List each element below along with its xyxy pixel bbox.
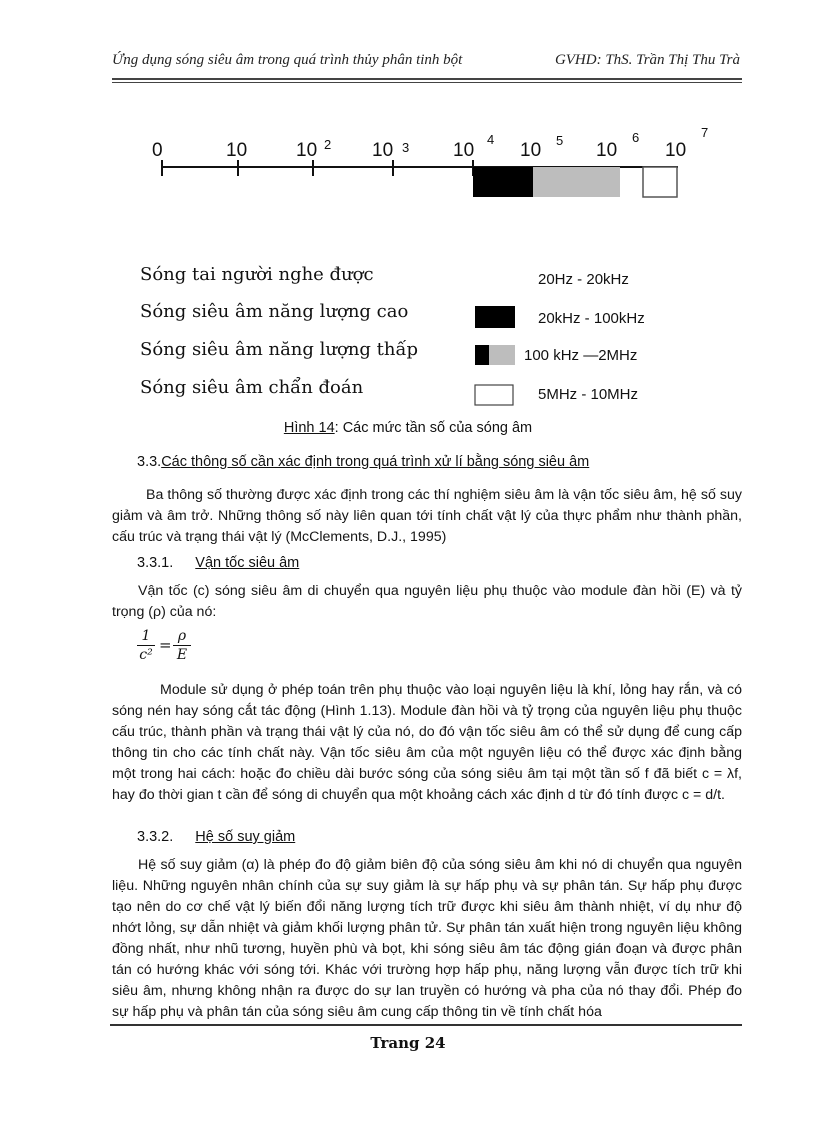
scale-band-diagnostic [643, 167, 677, 197]
paragraph-intro: Ba thông số thường được xác định trong các thí nghiệm siêu âm là vận tốc siêu âm, hệ số suy giảm và âm trở. Những thông số này liên quan tới tính chất vật lý của thực phẩm như thành phần, cấu trúc và trạng thái vật lý (McClements, D.J., 1995) [112, 487, 742, 545]
scale-tick-exponent: 6 [632, 130, 640, 145]
legend-range-low-energy: 100 kHz —2MHz [524, 347, 638, 364]
scale-tick-label: 10 [520, 140, 542, 161]
scale-tick-exponent: 4 [487, 132, 495, 147]
scale-tick-exponent: 3 [402, 140, 410, 155]
scale-tick-label: 10 [226, 140, 248, 161]
legend-range-audible: 20Hz - 20kHz [538, 271, 629, 288]
scale-tick-label: 0 [152, 140, 163, 161]
formula-lhs-denominator: c² [139, 647, 153, 663]
formula-rhs-numerator: ρ [177, 628, 187, 644]
subsection-velocity-title: Vận tốc siêu âm [195, 555, 300, 571]
legend-swatch-low-energy-dark [475, 345, 489, 365]
subsection-attenuation-number: 3.3.2. [137, 829, 174, 845]
formula-equals: = [159, 636, 172, 654]
formula-rhs-fraction [173, 628, 191, 663]
scale-tick-label: 10 [596, 140, 618, 161]
page-header [112, 52, 740, 76]
legend-label-audible: Sóng tai người nghe được [140, 264, 374, 285]
subsection-attenuation-title: Hệ số suy giảm [195, 829, 296, 845]
header-advisor: GVHD: ThS. Trần Thị Thu Trà [554, 52, 740, 68]
scale-tick-label: 10 [665, 140, 687, 161]
paragraph-velocity-intro: Vận tốc (c) sóng siêu âm di chuyển qua nguyên liệu phụ thuộc vào module đàn hồi (E) và tỷ trọng (ρ) của nó: [112, 583, 742, 620]
section-heading [137, 454, 589, 470]
footer-rule [110, 1024, 742, 1026]
formula-lhs-fraction [137, 628, 155, 663]
legend-label-low-energy: Sóng siêu âm năng lượng thấp [140, 339, 419, 360]
section-number: 3.3. [137, 454, 162, 470]
header-rule [112, 78, 742, 83]
subsection-attenuation-heading [137, 829, 295, 845]
legend-swatch-low-energy-light [489, 345, 515, 365]
legend-swatch-diagnostic [475, 385, 513, 405]
scale-band-high-energy [473, 167, 533, 197]
scale-tick-label: 10 [453, 140, 475, 161]
paragraph-attenuation-body: Hệ số suy giảm (α) là phép đo độ giảm biên độ của sóng siêu âm khi nó di chuyển qua nguyên liệu. Những nguyên nhân chính của sự suy giảm là sự hấp phụ và sự phân tán. Sự hấp phụ được tạo nên do cơ chế vật lý biến đổi năng lượng tích trữ được khi siêu âm thành nhiệt, ví dụ như độ nhớt lỏng, sự dẫn nhiệt và giảm khối lượng phân tử. Sự phân tán xuất hiện trong nguyên liệu không đồng nhất, như nhũ tương, huyền phù và bọt, khi sóng siêu âm tác động gián đoạn và được phân tán có hướng khác với sóng tới. Khác với trường hợp hấp phụ, năng lượng vẫn được tích trữ khi siêu âm, nhưng không nhận ra được do sự lan truyền có hướng và pha của nó thay đổi. Phép đo sự hấp phụ và phân tán của sóng siêu âm cung cấp thông tin về tính chất hóa [112, 857, 742, 1020]
legend-range-high-energy: 20kHz - 100kHz [538, 310, 645, 327]
legend-label-high-energy: Sóng siêu âm năng lượng cao [140, 301, 409, 322]
legend-label-diagnostic: Sóng siêu âm chẩn đoán [140, 377, 364, 398]
paragraph-velocity-body: Module sử dụng ở phép toán trên phụ thuộc vào loại nguyên liệu là khí, lỏng hay rắn, và có sóng nén hay sóng cắt tác động (Hình 1.13). Module đàn hồi và tỷ trọng của nguyên liệu phụ thuộc cấu trúc, thành phần và trạng thái vật lý của nó, do đó vận tốc siêu âm có thể sử dụng để cung cấp thông tin cho các tính chất này. Vận tốc siêu âm của một nguyên liệu có thể được xác định bằng một trong hai cách: hoặc đo chiều dài bước sóng của sóng siêu âm tại một tần số f đã biết c = λf, hay đo thời gian t cần để sóng di chuyển qua một khoảng cách xác định d từ đó tính được c = d/t. [112, 682, 742, 803]
header-title: Ứng dụng sóng siêu âm trong quá trình thủy phân tinh bột [112, 52, 463, 68]
scale-tick-exponent: 7 [701, 125, 709, 140]
figure-caption [0, 420, 816, 436]
formula-lhs-numerator: 1 [141, 628, 151, 644]
formula-rhs-denominator: E [176, 647, 188, 663]
subsection-velocity-heading [137, 555, 299, 571]
section-title: Các thông số cần xác định trong quá trình xử lí bằng sóng siêu âm [161, 454, 590, 470]
subsection-velocity-number: 3.3.1. [137, 555, 174, 571]
scale-tick-exponent: 2 [324, 137, 332, 152]
scale-band-low-energy [533, 167, 620, 197]
frequency-figure [130, 120, 720, 420]
figure-caption-text: : Các mức tần số của sóng âm [334, 420, 533, 436]
page-number: Trang 24 [370, 1034, 446, 1052]
scale-tick-label: 10 [296, 140, 318, 161]
legend-range-diagnostic: 5MHz - 10MHz [538, 386, 639, 403]
scale-tick-exponent: 5 [556, 133, 564, 148]
velocity-formula [137, 628, 197, 668]
legend-swatch-high-energy [475, 306, 515, 328]
scale-tick-label: 10 [372, 140, 394, 161]
figure-caption-label: Hình 14 [283, 420, 335, 436]
